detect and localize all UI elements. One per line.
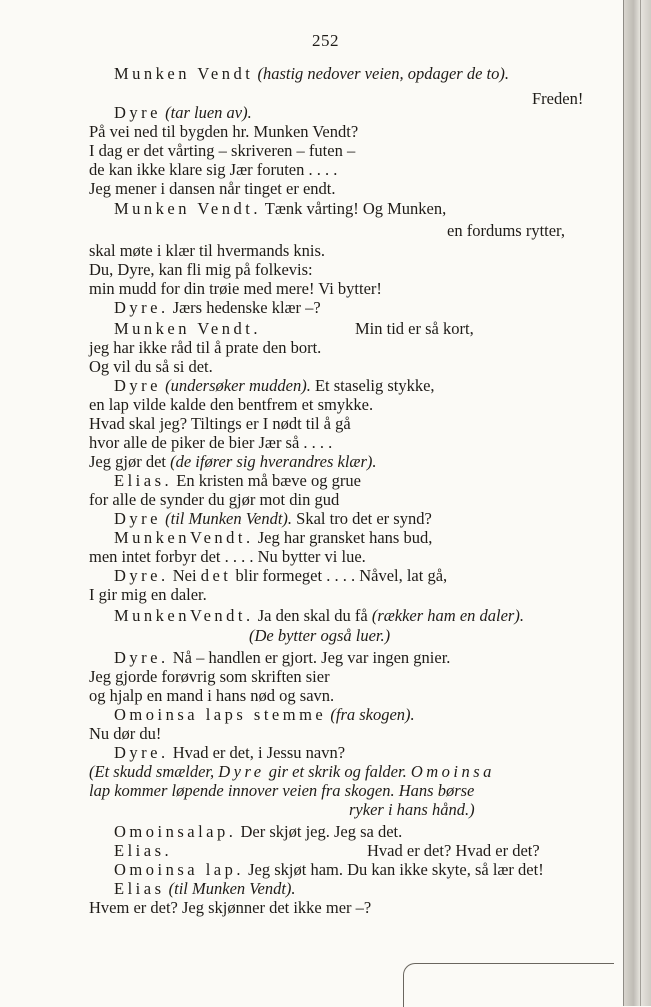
text-segment: Min tid er så kort,	[355, 319, 474, 338]
text-segment: Omoinsa laps stemme	[114, 705, 327, 724]
text-segment: Jeg skjøt ham. Du kan ikke skyte, så lær det!	[244, 860, 544, 879]
text-segment: men intet forbyr det . . . . Nu bytter vi lue.	[89, 547, 366, 566]
text-segment: Jeg gjorde forøvrig som skriften sier	[89, 667, 330, 686]
text-line	[89, 667, 330, 687]
text-segment: Jeg gjør det	[89, 452, 171, 471]
text-segment: Nei	[168, 566, 201, 585]
text-segment: Hvad skal jeg? Tiltings er I nødt til å gå	[89, 414, 351, 433]
text-line	[114, 822, 402, 842]
text-segment: Elias.	[114, 841, 173, 860]
text-line	[114, 606, 524, 626]
text-segment: de kan ikke klare sig Jær foruten . . . .	[89, 160, 338, 179]
text-segment: hvor alle de piker de bier Jær så . . . .	[89, 433, 333, 452]
text-segment: I dag er det vårting – skriveren – futen –	[89, 141, 356, 160]
text-segment: Jeg mener i dansen når tinget er endt.	[89, 179, 336, 198]
text-line	[89, 585, 207, 605]
text-segment: Nå – handlen er gjort. Jeg var ingen gnier.	[168, 648, 451, 667]
text-line	[89, 122, 358, 142]
text-line	[89, 338, 321, 358]
text-line	[89, 490, 339, 510]
text-segment: Der skjøt jeg. Jeg sa det.	[236, 822, 403, 841]
text-segment: for alle de synder du gjør mot din gud	[89, 490, 340, 509]
text-segment: MunkenVendt.	[114, 606, 254, 625]
text-line	[355, 319, 474, 339]
page-edge-line	[640, 0, 641, 1006]
text-line	[89, 179, 336, 199]
text-line	[114, 648, 450, 668]
text-segment: Elias	[114, 879, 165, 898]
text-segment: MunkenVendt.	[114, 528, 254, 547]
text-segment: (De bytter også luer.)	[249, 626, 391, 645]
text-line	[89, 781, 474, 801]
text-line	[249, 626, 390, 646]
text-segment: (rækker ham en daler).	[371, 606, 524, 625]
text-line	[114, 566, 447, 586]
text-segment: (til Munken Vendt).	[165, 509, 293, 528]
text-segment: (hastig nedover veien, opdager de to).	[257, 64, 510, 83]
text-segment: min mudd for din trøie med mere! Vi bytter!	[89, 279, 382, 298]
text-segment: (tar luen av).	[165, 103, 252, 122]
text-segment: Dyre.	[114, 648, 169, 667]
text-line	[114, 509, 432, 529]
text-line	[447, 221, 565, 241]
text-line	[114, 376, 435, 396]
text-segment: (de ifører sig hverandres klær).	[170, 452, 377, 471]
text-segment: en fordums rytter,	[447, 221, 566, 240]
text-line	[89, 395, 373, 415]
text-segment: Dyre.	[114, 566, 169, 585]
text-line	[89, 279, 382, 299]
text-line	[89, 686, 334, 706]
crop-mark	[403, 963, 614, 1007]
text-line	[114, 64, 509, 84]
text-segment: Et staselig stykke,	[310, 376, 435, 395]
text-segment: Dyre.	[114, 298, 169, 317]
text-segment: Omoinsa	[410, 762, 495, 781]
text-segment: På vei ned til bygden hr. Munken Vendt?	[89, 122, 359, 141]
text-line	[89, 547, 366, 567]
text-line	[114, 298, 321, 318]
text-segment: jeg har ikke råd til å prate den bort.	[89, 338, 322, 357]
text-line	[114, 199, 446, 219]
text-segment: Munken Vendt.	[114, 319, 261, 338]
text-line	[89, 433, 332, 453]
text-segment: (fra skogen).	[330, 705, 415, 724]
text-line	[89, 357, 213, 377]
text-line	[89, 241, 325, 261]
text-segment: (til Munken Vendt).	[168, 879, 296, 898]
text-line	[349, 800, 475, 820]
text-line	[114, 319, 261, 339]
text-line	[114, 841, 172, 861]
text-line	[114, 528, 432, 548]
text-line	[114, 103, 252, 123]
text-segment: Elias.	[114, 471, 173, 490]
text-segment: Jærs hedenske klær –?	[168, 298, 321, 317]
text-line	[89, 414, 351, 434]
text-line	[89, 898, 371, 918]
text-line	[89, 260, 313, 280]
text-segment: Jeg har gransket hans bud,	[253, 528, 433, 547]
text-segment: En kristen må bæve og grue	[172, 471, 361, 490]
text-segment: Hvad er det, i Jessu navn?	[168, 743, 346, 762]
page-edge	[623, 0, 651, 1006]
page-number: 252	[312, 31, 339, 50]
text-segment: Dyre	[114, 509, 161, 528]
text-segment: Dyre	[114, 103, 161, 122]
text-segment: Og vil du så si det.	[89, 357, 213, 376]
text-line	[114, 743, 345, 763]
text-segment: Dyre	[218, 762, 265, 781]
text-line	[89, 160, 337, 180]
text-line	[114, 471, 361, 491]
text-segment: (undersøker mudden).	[165, 376, 311, 395]
text-segment: Hvad er det? Hvad er det?	[367, 841, 540, 860]
text-line	[114, 705, 415, 725]
text-line	[89, 724, 161, 744]
text-segment: Hvem er det? Jeg skjønner det ikke mer –?	[89, 898, 372, 917]
text-line	[114, 860, 544, 880]
text-segment: gir et skrik og falder.	[264, 762, 411, 781]
text-segment: Freden!	[532, 89, 584, 108]
text-segment: Nu dør du!	[89, 724, 162, 743]
text-segment: Skal tro det er synd?	[292, 509, 432, 528]
text-segment: I gir mig en daler.	[89, 585, 207, 604]
text-segment: Dyre	[114, 376, 161, 395]
text-segment: Munken Vendt.	[114, 199, 261, 218]
text-segment: lap kommer løpende innover veien fra skogen. Hans børse	[89, 781, 475, 800]
text-segment: Omoinsa lap.	[114, 860, 244, 879]
text-line	[532, 89, 583, 109]
text-segment: ryker i hans hånd.)	[349, 800, 475, 819]
text-line	[89, 141, 355, 161]
text-segment: Tænk vårting! Og Munken,	[260, 199, 447, 218]
text-segment: og hjalp en mand i hans nød og savn.	[89, 686, 335, 705]
text-line	[367, 841, 540, 861]
text-line	[114, 879, 296, 899]
text-line	[89, 452, 376, 472]
text-segment: (Et skudd smælder,	[89, 762, 219, 781]
text-segment: Munken Vendt	[114, 64, 254, 83]
text-segment: det	[200, 566, 232, 585]
text-segment: Omoinsalap.	[114, 822, 237, 841]
text-segment: blir formeget . . . . Nåvel, lat gå,	[231, 566, 448, 585]
text-segment: Du, Dyre, kan fli mig på folkevis:	[89, 260, 313, 279]
text-segment: skal møte i klær til hvermands knis.	[89, 241, 326, 260]
text-segment: Dyre.	[114, 743, 169, 762]
text-segment: Ja den skal du få	[253, 606, 372, 625]
text-line	[89, 762, 495, 782]
text-segment: en lap vilde kalde den bentfrem et smykke.	[89, 395, 374, 414]
